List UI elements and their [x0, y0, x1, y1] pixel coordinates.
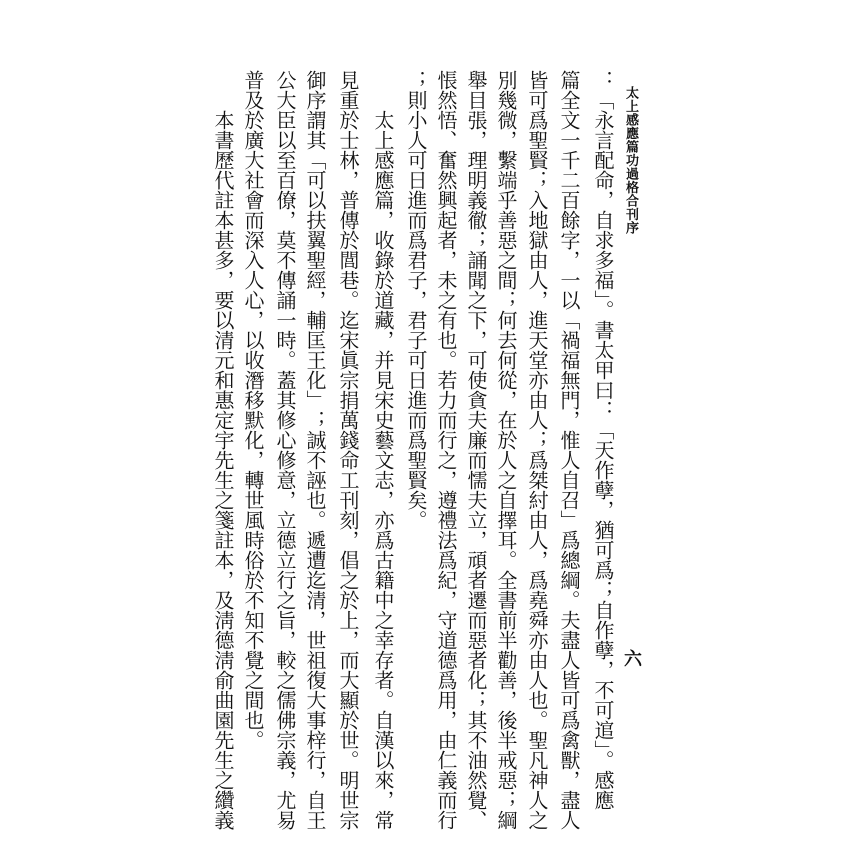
text-column-9: 見重於士林，普傳於閭巷。迄宋眞宗捐萬錢命工刊刻，倡之於上，而大顯於世。明世宗	[336, 70, 360, 830]
text-column-1: ：「永言配命，自求多福」。書太甲曰：「天作孽，猶可爲；自作孽，不可逭」。感應	[591, 70, 615, 810]
text-column-10: 御序謂其「可以扶翼聖經，輔匡王化」；誠不誣也。遞遭迄清，世祖復大事梓行，自王	[303, 70, 327, 830]
text-column-12: 普及於廣大社會而深入人心，以收潛移默化，轉世風時俗於不知不覺之間也。	[241, 70, 265, 750]
page-header-title: 太上感應篇功過格合刊序	[623, 86, 638, 235]
text-column-8: 太上感應篇，收錄於道藏，并見宋史藝文志，亦爲古籍中之幸存者。自漢以來，常	[371, 110, 395, 830]
text-column-7: ；則小人可日進而爲君子，君子可日進而爲聖賢矣。	[404, 70, 428, 530]
text-column-6: 悵然悟、奮然興起者，未之有也。若力而行之，遵禮法爲紀，守道德爲用，由仁義而行	[434, 70, 458, 830]
text-column-4: 別幾微，繫端乎善惡之間；何去何從，在於人之自擇耳。全書前半勸善，後半戒惡；綱	[494, 70, 518, 830]
text-column-11: 公大臣以至百僚，莫不傳誦一時。蓋其修心修意，立德立行之旨，較之儒佛宗義，尤易	[273, 70, 297, 830]
text-column-3: 皆可爲聖賢；入地獄由人，進天堂亦由人；爲桀紂由人，爲堯舜亦由人也。聖凡神人之	[525, 70, 549, 830]
page-number: 六	[624, 649, 642, 670]
text-column-2: 篇全文一千二百餘字，一以「禍福無門，惟人自召」爲總綱。夫盡人皆可爲禽獸，盡人	[557, 70, 581, 830]
text-column-13: 本書歷代註本甚多，要以清元和惠定宇先生之箋註本，及淸德淸俞曲園先生之纘義	[211, 110, 235, 830]
text-column-5: 舉目張，理明義徹；誦聞之下，可使貪夫廉而懦夫立，頑者遷而惡者化；其不油然覺、	[464, 70, 488, 830]
